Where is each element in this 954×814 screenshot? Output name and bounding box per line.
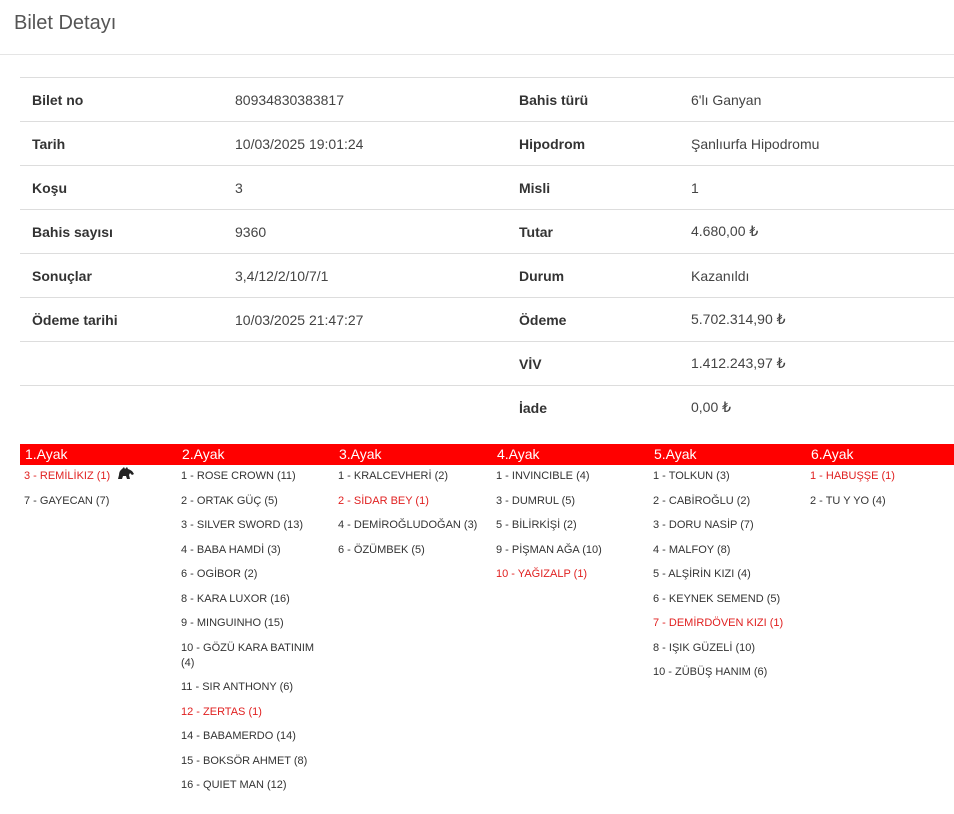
horse-item xyxy=(181,616,327,631)
details-row xyxy=(20,298,954,342)
detail-value: 1 xyxy=(679,166,954,210)
detail-value: 5.702.314,90 ₺ xyxy=(679,298,954,342)
horse-list xyxy=(20,465,170,509)
leg-title: 4.Ayak xyxy=(497,446,540,462)
horse-label: 3 - DORU NASİP (7) xyxy=(653,519,754,531)
leg-title: 3.Ayak xyxy=(339,446,382,462)
detail-label: VİV xyxy=(507,342,679,386)
horse-label: 10 - ZÜBÜŞ HANIM (6) xyxy=(653,666,768,678)
detail-value: 9360 xyxy=(223,210,507,254)
horse-label: 11 - SIR ANTHONY (6) xyxy=(181,681,294,693)
detail-value: 10/03/2025 21:47:27 xyxy=(223,298,507,342)
horse-item xyxy=(653,567,799,582)
detail-label: Ödeme xyxy=(507,298,679,342)
horse-label: 2 - TU Y YO (4) xyxy=(810,494,886,507)
leg-title: 6.Ayak xyxy=(811,446,854,462)
horse-label: 16 - QUIET MAN (12) xyxy=(181,779,287,791)
horse-item-winner xyxy=(496,567,642,582)
horse-item xyxy=(496,469,642,484)
leg-column xyxy=(649,444,799,690)
horse-item xyxy=(181,641,327,671)
title-divider xyxy=(0,54,954,55)
horse-label: 1 - KRALCEVHERİ (2) xyxy=(338,470,449,482)
detail-label: Misli xyxy=(507,166,679,210)
horse-label: 3 - REMİLİKIZ (1) xyxy=(24,470,111,482)
details-row xyxy=(20,386,954,430)
horse-label: 2 - CABİROĞLU (2) xyxy=(653,494,751,507)
horse-item xyxy=(181,754,327,769)
horse-item xyxy=(181,494,327,509)
horse-item-winner xyxy=(24,469,170,484)
detail-label: Bilet no xyxy=(20,78,223,122)
horse-label: 14 - BABAMERDO (14) xyxy=(181,730,296,742)
horse-item xyxy=(496,494,642,509)
horse-item-winner xyxy=(181,705,327,720)
leg-column xyxy=(177,444,327,803)
page-title: Bilet Detayı xyxy=(14,12,117,34)
horse-item xyxy=(181,518,327,533)
leg-title: 5.Ayak xyxy=(654,446,697,462)
horse-label: 7 - DEMİRDÖVEN KIZI (1) xyxy=(653,617,784,629)
horse-label: 15 - BOKSÖR AHMET (8) xyxy=(181,754,308,767)
horse-label: 4 - DEMİROĞLUDOĞAN (3) xyxy=(338,519,478,531)
horse-label: 6 - KEYNEK SEMEND (5) xyxy=(653,592,781,605)
horse-label: 2 - ORTAK GÜÇ (5) xyxy=(181,494,278,507)
detail-label: Bahis türü xyxy=(507,78,679,122)
detail-value: Kazanıldı xyxy=(679,254,954,298)
detail-label: Hipodrom xyxy=(507,122,679,166)
detail-label xyxy=(20,342,223,386)
details-row xyxy=(20,78,954,122)
detail-label: Sonuçlar xyxy=(20,254,223,298)
horse-item xyxy=(810,494,954,509)
detail-value: 4.680,00 ₺ xyxy=(679,210,954,254)
horse-label: 4 - MALFOY (8) xyxy=(653,543,731,556)
detail-label: Bahis sayısı xyxy=(20,210,223,254)
detail-value: Şanlıurfa Hipodromu xyxy=(679,122,954,166)
horse-item xyxy=(653,469,799,484)
horse-item xyxy=(181,567,327,582)
horse-list xyxy=(492,465,642,582)
detail-label: Tutar xyxy=(507,210,679,254)
detail-label: İade xyxy=(507,386,679,430)
horse-list xyxy=(649,465,799,680)
horse-label: 10 - YAĞIZALP (1) xyxy=(496,568,588,580)
leg-column xyxy=(334,444,484,567)
horse-item xyxy=(653,494,799,509)
horse-list xyxy=(334,465,484,558)
horse-label: 8 - IŞIK GÜZELİ (10) xyxy=(653,641,756,654)
detail-value: 3 xyxy=(223,166,507,210)
detail-label: Tarih xyxy=(20,122,223,166)
detail-label: Ödeme tarihi xyxy=(20,298,223,342)
horse-label: 5 - ALŞİRİN KIZI (4) xyxy=(653,568,751,580)
horse-item-winner xyxy=(653,616,799,631)
horse-item xyxy=(181,729,327,744)
horse-icon xyxy=(116,466,135,479)
horse-label: 3 - DUMRUL (5) xyxy=(496,494,576,507)
detail-value: 3,4/12/2/10/7/1 xyxy=(223,254,507,298)
details-row xyxy=(20,254,954,298)
horse-item xyxy=(338,518,484,533)
horse-item xyxy=(653,641,799,656)
detail-value: 1.412.243,97 ₺ xyxy=(679,342,954,386)
horse-item xyxy=(181,778,327,793)
horse-label: 10 - GÖZÜ KARA BATINIM (4) xyxy=(181,641,315,669)
ticket-details-table xyxy=(20,77,954,429)
leg-title: 1.Ayak xyxy=(25,446,68,462)
horse-item xyxy=(338,469,484,484)
leg-column xyxy=(20,444,170,518)
horse-item xyxy=(653,592,799,607)
leg-title: 2.Ayak xyxy=(182,446,225,462)
horse-label: 5 - BİLİRKİŞİ (2) xyxy=(496,519,577,531)
horse-item xyxy=(181,543,327,558)
horse-label: 1 - ROSE CROWN (11) xyxy=(181,470,296,482)
horse-item xyxy=(24,494,170,509)
horse-label: 7 - GAYECAN (7) xyxy=(24,494,110,507)
horse-item xyxy=(653,665,799,680)
details-row xyxy=(20,342,954,386)
horse-item xyxy=(653,518,799,533)
detail-value: 80934830383817 xyxy=(223,78,507,122)
leg-column xyxy=(492,444,642,592)
horse-label: 1 - INVINCIBLE (4) xyxy=(496,470,590,482)
leg-column xyxy=(806,444,954,518)
horse-label: 4 - BABA HAMDİ (3) xyxy=(181,543,281,556)
horse-item xyxy=(496,518,642,533)
horse-list xyxy=(177,465,327,793)
horse-item xyxy=(181,469,327,484)
detail-value: 6'lı Ganyan xyxy=(679,78,954,122)
horse-item xyxy=(496,543,642,558)
horse-item xyxy=(181,592,327,607)
horse-label: 9 - MINGUINHO (15) xyxy=(181,617,284,629)
detail-value: 10/03/2025 19:01:24 xyxy=(223,122,507,166)
horse-label: 8 - KARA LUXOR (16) xyxy=(181,592,290,605)
horse-label: 2 - SİDAR BEY (1) xyxy=(338,494,429,507)
horse-item xyxy=(653,543,799,558)
horse-label: 1 - HABUŞŞE (1) xyxy=(810,470,895,482)
horse-label: 6 - ÖZÜMBEK (5) xyxy=(338,543,425,556)
horse-label: 12 - ZERTAS (1) xyxy=(181,705,262,718)
detail-label xyxy=(20,386,223,430)
details-row xyxy=(20,166,954,210)
horse-item xyxy=(338,543,484,558)
horse-item xyxy=(181,680,327,695)
detail-label: Koşu xyxy=(20,166,223,210)
detail-value: 0,00 ₺ xyxy=(679,386,954,430)
horse-label: 3 - SILVER SWORD (13) xyxy=(181,519,304,531)
details-row xyxy=(20,122,954,166)
detail-value xyxy=(223,386,507,430)
horse-label: 9 - PİŞMAN AĞA (10) xyxy=(496,543,602,556)
details-row xyxy=(20,210,954,254)
horse-label: 6 - OGİBOR (2) xyxy=(181,568,258,580)
horse-label: 1 - TOLKUN (3) xyxy=(653,470,730,482)
horse-item-winner xyxy=(810,469,954,484)
detail-label: Durum xyxy=(507,254,679,298)
horse-list xyxy=(806,465,954,509)
detail-value xyxy=(223,342,507,386)
horse-item-winner xyxy=(338,494,484,509)
